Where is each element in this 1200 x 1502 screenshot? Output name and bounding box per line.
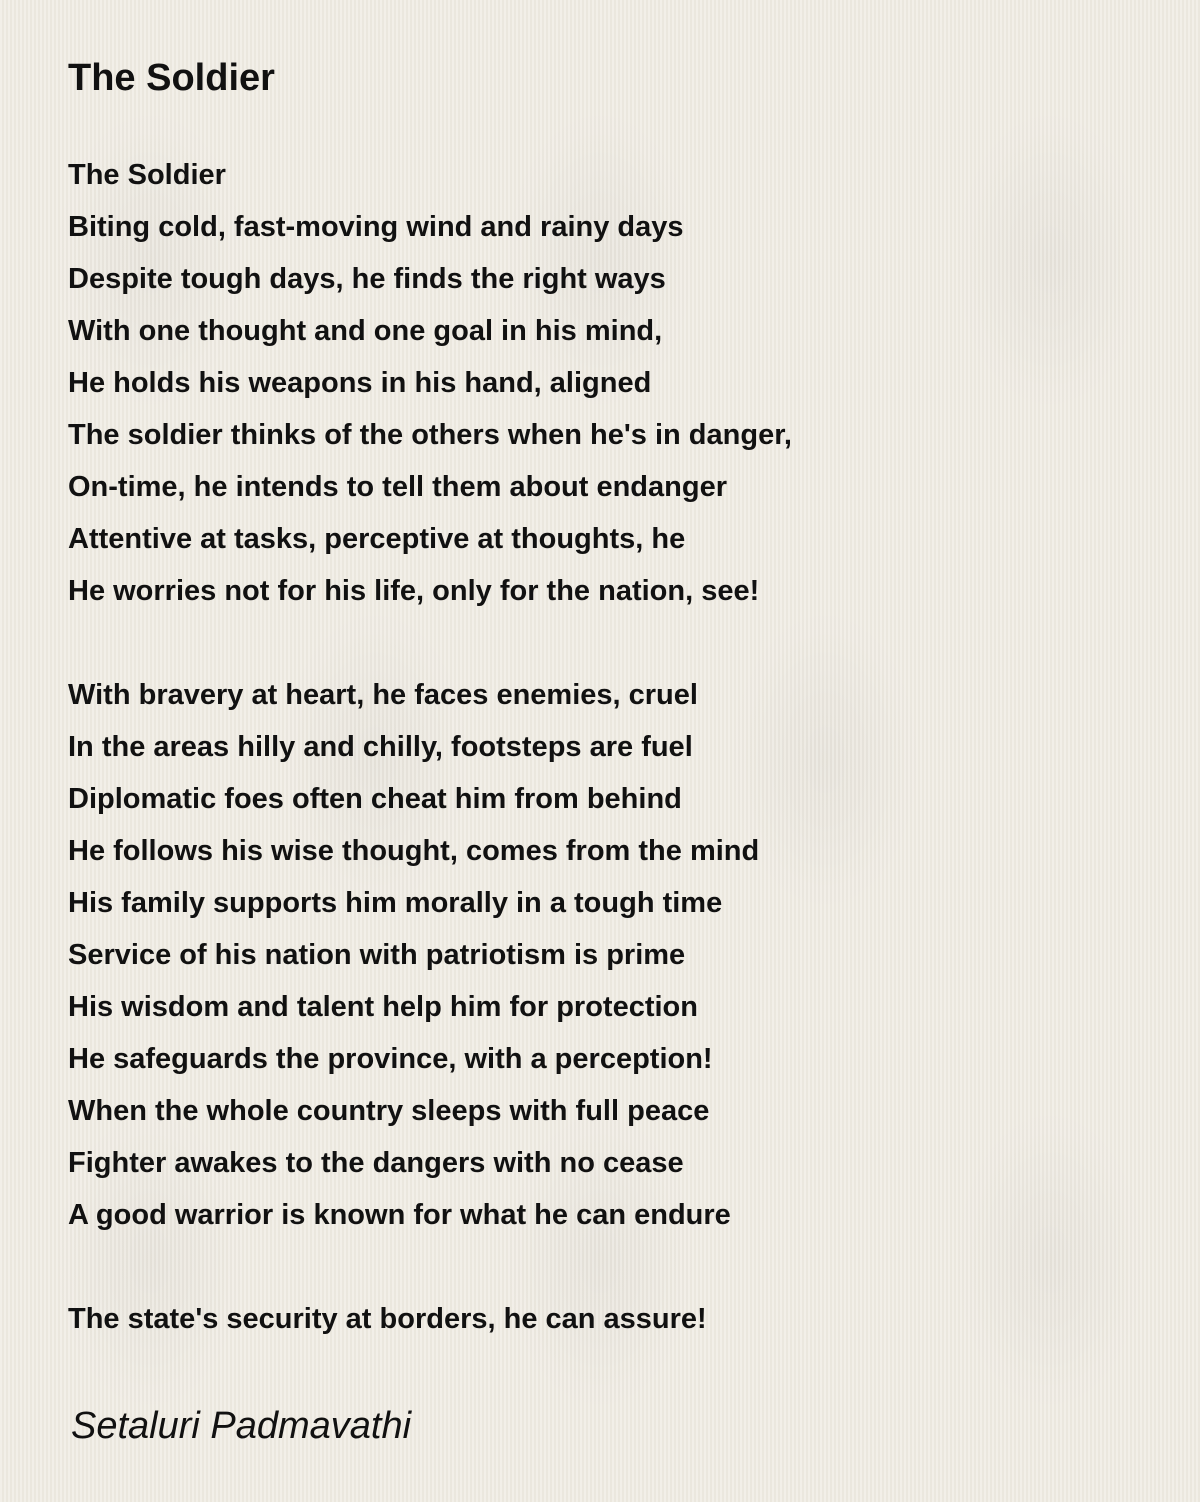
poem-author: Setaluri Padmavathi (71, 1405, 412, 1447)
poem-line: Attentive at tasks, perceptive at thoughts, he (68, 523, 686, 555)
poem-line: Fighter awakes to the dangers with no cease (68, 1147, 684, 1179)
poem-line: Despite tough days, he finds the right ways (68, 263, 666, 295)
poem-line: He safeguards the province, with a perception! (68, 1043, 713, 1075)
poem-line: With bravery at heart, he faces enemies, cruel (68, 679, 698, 711)
stanza-break (68, 617, 1148, 669)
poem-line: His family supports him morally in a tough time (68, 887, 723, 919)
poem-line: Diplomatic foes often cheat him from behind (68, 783, 682, 815)
poem-title: The Soldier (68, 57, 275, 99)
poem-line: With one thought and one goal in his mind, (68, 315, 663, 347)
stanza-break (68, 1241, 1148, 1293)
poem-line: He follows his wise thought, comes from the mind (68, 835, 760, 867)
poem-line: He worries not for his life, only for the nation, see! (68, 575, 760, 607)
poem-line: He holds his weapons in his hand, aligned (68, 367, 652, 399)
poem-line: In the areas hilly and chilly, footsteps are fuel (68, 731, 693, 763)
poem-line: Service of his nation with patriotism is prime (68, 939, 686, 971)
poem-line: When the whole country sleeps with full peace (68, 1095, 710, 1127)
poem-line: His wisdom and talent help him for protection (68, 991, 698, 1023)
poem-line: Biting cold, fast-moving wind and rainy days (68, 211, 684, 243)
poem-line: On-time, he intends to tell them about endanger (68, 471, 727, 503)
poem-line: A good warrior is known for what he can endure (68, 1199, 731, 1231)
poem-line: The state's security at borders, he can assure! (68, 1303, 707, 1335)
poem-body (68, 149, 1148, 1345)
poem-line: The soldier thinks of the others when he's in danger, (68, 419, 792, 451)
poem-line: The Soldier (68, 159, 226, 191)
